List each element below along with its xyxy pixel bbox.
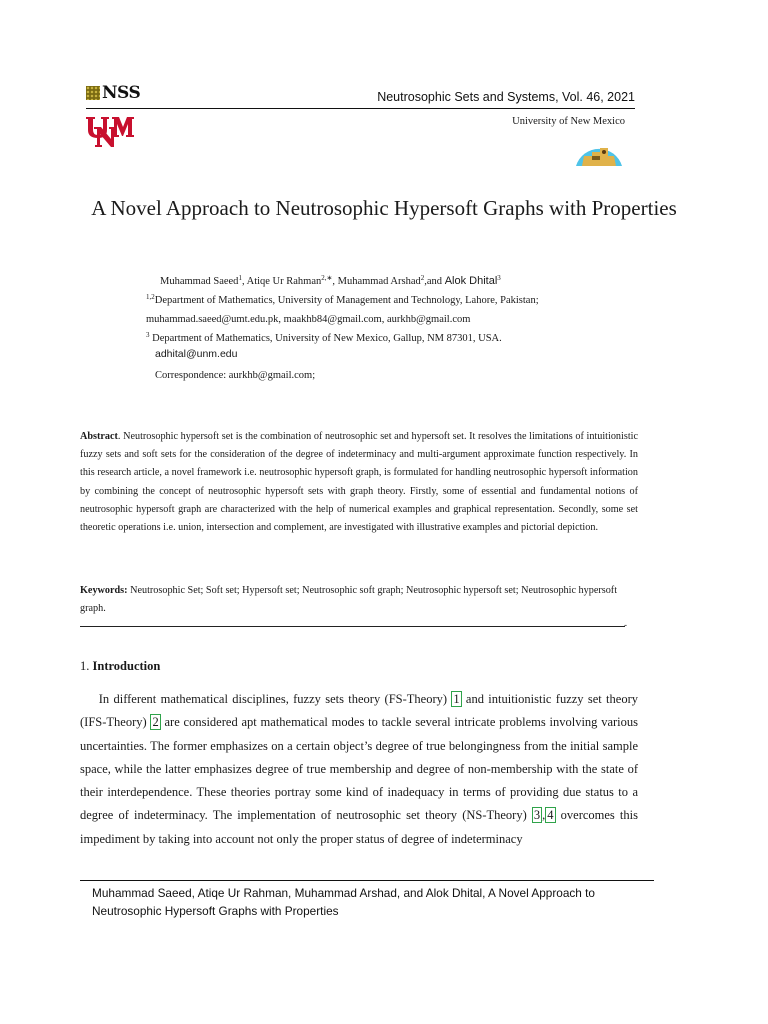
university-name: University of New Mexico	[512, 116, 625, 127]
keywords-rule	[80, 621, 628, 631]
unm-logo-icon	[84, 113, 136, 153]
intro-text: and intuitionistic fuzzy set theory (IFS-Theory)	[80, 692, 638, 730]
affiliation-mark: 1,2	[146, 293, 155, 301]
keywords-rule-end: -	[624, 621, 628, 631]
paper-title: A Novel Approach to Neutrosophic Hypersoft Graphs with Properties	[91, 196, 677, 220]
author-separator: ,	[332, 276, 338, 287]
footer-citation	[92, 884, 652, 920]
intro-paragraph	[80, 688, 638, 851]
author-separator: ,and	[424, 276, 445, 287]
footer-line: Muhammad Saeed, Atiqe Ur Rahman, Muhammad Arshad, and Alok Dhital, A Novel Approach to	[92, 886, 595, 900]
abstract-label: Abstract	[80, 431, 118, 442]
keywords-label: Keywords:	[80, 585, 128, 596]
intro-text: In different mathematical disciplines, fuzzy sets theory (FS-Theory)	[98, 692, 452, 706]
author-name: Muhammad Saeed	[160, 276, 239, 287]
affiliation-3	[146, 329, 502, 348]
author-list	[160, 272, 501, 291]
section-number: 1.	[80, 659, 90, 673]
intro-text: overcomes this impediment by taking into account not only the proper status of degree of indeterminacy	[80, 808, 638, 846]
keywords	[80, 582, 638, 618]
nss-logo-mark-icon	[86, 86, 100, 100]
author-name: Atiqe Ur Rahman	[246, 276, 322, 287]
citation-link[interactable]: 3	[533, 808, 541, 823]
keywords-text: Neutrosophic Set; Soft set; Hypersoft set; Neutrosophic soft graph; Neutrosophic hypersoft set; Neutrosophic hypersoft graph.	[80, 585, 618, 615]
footer-line: Neutrosophic Hypersoft Graphs with Properties	[92, 904, 339, 918]
journal-citation: Neutrosophic Sets and Systems, Vol. 46, 2021	[377, 90, 635, 104]
affiliation-text: Department of Mathematics, University of New Mexico, Gallup, NM 87301, USA.	[149, 333, 502, 344]
author-affil-mark: 1	[238, 274, 242, 282]
correspondence: Correspondence: aurkhb@gmail.com;	[155, 370, 316, 381]
abstract	[80, 428, 638, 537]
section-title: Introduction	[92, 659, 161, 673]
citation-link[interactable]: 4	[547, 808, 554, 823]
author-email-dhital: adhital@unm.edu	[155, 348, 238, 360]
author-name: Alok Dhital	[444, 275, 498, 287]
intro-text: are considered apt mathematical modes to tackle several intricate problems involving various uncertainties. The former emphasizes on a certain object’s degree of true belongingness from the initial sample space, while the latter emphasizes degree of true membership and degree of non-membership with the state of their interdependence. These theories portray some kind of inadequacy in terms of providing due status to a degree of indeterminacy. The implementation of neutrosophic set theory (NS-Theory)	[80, 715, 639, 823]
nss-logo-text: NSS	[102, 83, 141, 103]
affiliation-mark: 3	[146, 331, 150, 339]
abstract-text: . Neutrosophic hypersoft set is the combination of neutrosophic set and hypersoft set. It resolves the limitations of intuitionistic fuzzy sets and soft sets for the consideration of the degree of indeterminacy and multi-argument approximate function respectively. In this research article, a novel framework i.e. neutrosophic hypersoft graph, is formulated for handling neutrosophic hypersoft information by combining the concept of neutrosophic hypersoft sets with graph theory. Firstly, some of essential and fundamental notions of neutrosophic hypersoft graph are characterized with the help of numerical examples and graphical representation. Secondly, some set theoretic operations i.e. union, intersection and complement, are investigated with illustrative examples and pictorial depiction.	[80, 431, 638, 534]
citation-link[interactable]: 2	[152, 715, 159, 730]
header-rule	[86, 108, 635, 109]
affiliation-text: Department of Mathematics, University of Management and Technology, Lahore, Pakistan;	[154, 295, 539, 306]
citation-link[interactable]: 1	[453, 692, 460, 706]
author-affil-mark: 3	[497, 274, 501, 282]
author-affil-mark: 2	[420, 274, 425, 282]
citation-separator: ,	[542, 808, 546, 823]
author-name: Muhammad Arshad	[337, 276, 421, 287]
author-affil-mark: 2,∗	[321, 274, 333, 282]
affiliation-1	[146, 291, 539, 310]
section-heading	[80, 659, 160, 674]
author-separator: ,	[241, 276, 247, 287]
crest-icon	[574, 132, 624, 170]
nss-logo	[86, 84, 140, 102]
footer-rule	[80, 880, 654, 881]
author-emails: muhammad.saeed@umt.edu.pk, maakhb84@gmail.com, aurkhb@gmail.com	[146, 314, 471, 325]
